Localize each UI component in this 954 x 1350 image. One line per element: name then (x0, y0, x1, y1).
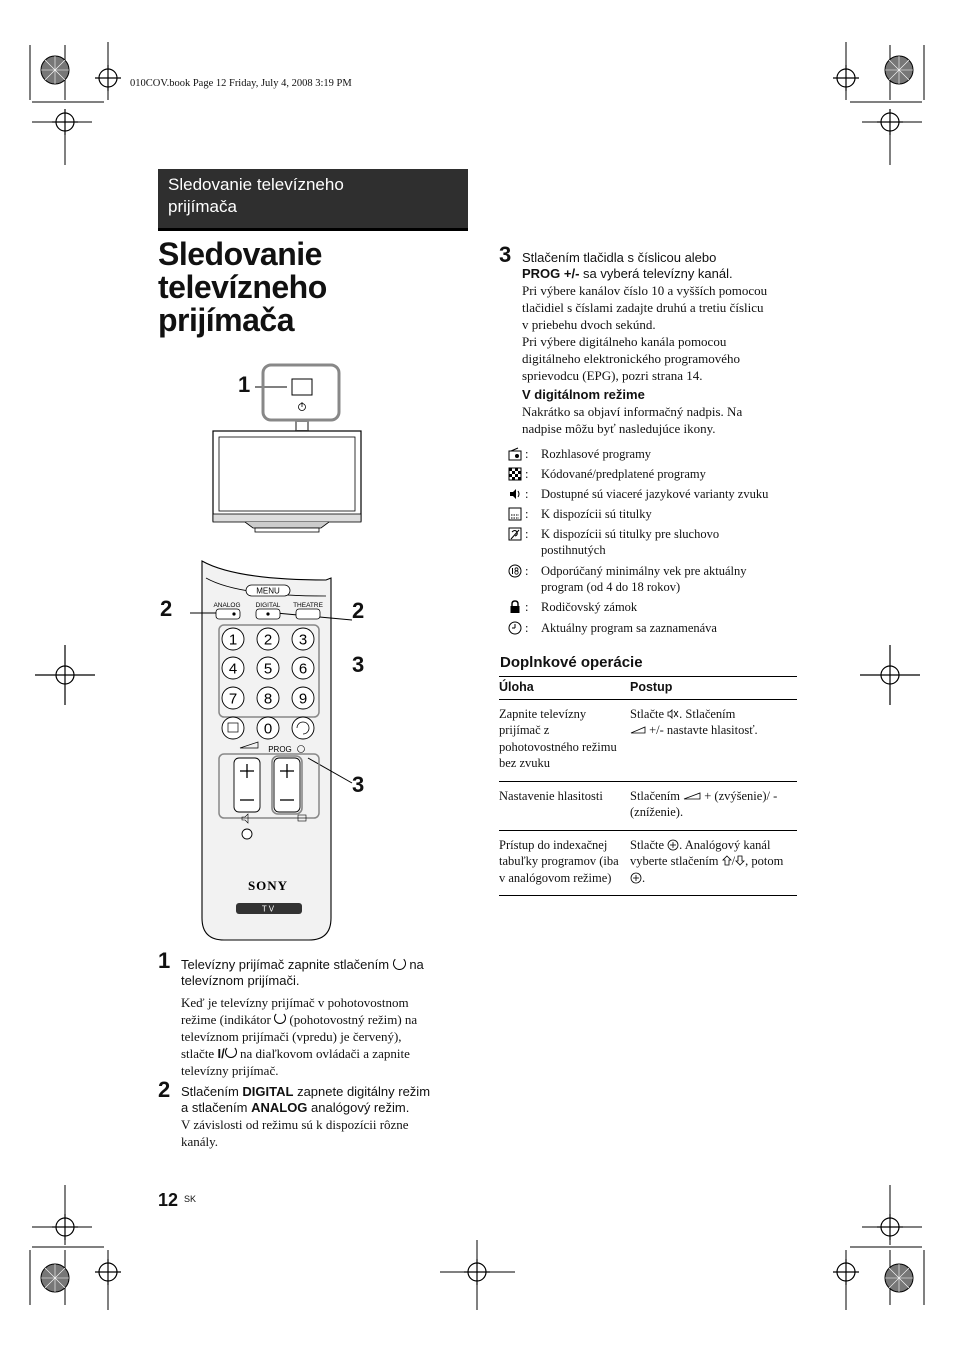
ops-r3-task: Prístup do indexačnej tabuľky programov (iba v analógovom režime) (499, 830, 630, 896)
step-2-analog: ANALOG (251, 1100, 308, 1115)
step-3-body-2 (522, 403, 802, 437)
remote-theatre-label: THEATRE (293, 602, 323, 609)
step-1-head (181, 956, 471, 989)
step-3-body-line6: sprievodcu (EPG), pozri strana 14. (522, 368, 703, 383)
icon-row-audio-text: Dostupné sú viaceré jazykové varianty zvuku (541, 487, 769, 501)
remote-digit-9: 9 (298, 690, 308, 708)
step-3-body-line2: tlačidiel s číslami zadajte druhú a tretiu číslicu (522, 300, 764, 315)
ops-r3-proc-e: . (642, 870, 646, 885)
icon-row-lock-text: Rodičovský zámok (541, 600, 638, 614)
section-bar-line2: prijímača (168, 197, 237, 216)
ops-r3-proc-d: , potom (745, 854, 784, 868)
ops-r2-proc (630, 781, 797, 830)
age-18-icon (508, 564, 522, 578)
step-1-head-b: na (405, 957, 424, 972)
icon-row-age-text: Odporúčaný minimálny vek pre aktuálny program (od 4 do 18 rokov) (541, 564, 747, 594)
ops-header-row (499, 677, 797, 700)
ops-r1-proc-a: Stlačte (630, 706, 668, 721)
step-1-body-line4b: na diaľkovom ovládači a zapnite (236, 1046, 410, 1061)
remote-callout-2-left: 2 (160, 596, 173, 621)
remote-tv-label: TV (261, 904, 277, 914)
step-1 (181, 956, 471, 1079)
section-bar (158, 169, 468, 230)
power-icon-small (225, 1046, 237, 1058)
ops-table (499, 676, 797, 896)
scrambled-icon (508, 467, 522, 481)
step-2-digital: DIGITAL (242, 1084, 294, 1099)
icon-row-age-colon: : (525, 564, 529, 578)
icon-row-scrambled-text: Kódované/predplatené programy (541, 467, 706, 481)
step-3-body (522, 282, 802, 384)
step-2-number: 2 (158, 1077, 171, 1102)
clock-icon (508, 621, 522, 635)
step-2-body-line2: kanály. (181, 1134, 219, 1149)
ops-col-procedure: Postup (630, 677, 797, 700)
subtitle-icon (508, 507, 522, 521)
step-2-body-line1: V závislosti od režimu sú k dispozícii rôzne (181, 1117, 409, 1132)
section-bar-line1: Sledovanie televízneho (168, 175, 344, 194)
book-header: 010COV.book Page 12 Friday, July 4, 2008 3:19 PM (130, 78, 352, 89)
icon-row-subtitle-text: K dispozícii sú titulky (541, 507, 652, 521)
page-title (158, 238, 448, 337)
remote-prog-label: PROG (268, 745, 292, 754)
icon-row-audio-colon: : (525, 487, 529, 501)
page-number: 12 (158, 1190, 179, 1210)
remote-digit-4: 4 (228, 660, 238, 678)
step-3-head-2b: sa vyberá televízny kanál. (579, 266, 733, 281)
ops-col-task: Úloha (499, 677, 630, 700)
remote-digit-0: 0 (263, 720, 273, 738)
step-3-prog: PROG +/- (522, 266, 580, 281)
ops-r3-proc-b: . Analógový kanál vyberte stlačením (630, 837, 771, 868)
volume-icon (630, 726, 646, 734)
remote-digit-7: 7 (228, 690, 238, 708)
ops-r3-proc (630, 830, 797, 896)
step-2-head-2c: analógový režim. (307, 1100, 410, 1115)
step-3-head (522, 250, 802, 282)
page-title-line1: Sledovanie (158, 236, 322, 272)
step-1-body-line2a: režime (indikátor (181, 1012, 275, 1027)
audio-language-icon (508, 487, 522, 501)
remote-digit-8: 8 (263, 690, 273, 708)
mute-icon (667, 709, 679, 719)
ops-r3-proc-a: Stlačte (630, 837, 668, 852)
tv-callout-1: 1 (238, 372, 251, 397)
step-2-head (181, 1084, 471, 1116)
power-icon (393, 957, 406, 970)
remote-callout-3-mid: 3 (352, 652, 365, 677)
step-1-body-line2b: (pohotovostný režim) na (286, 1012, 418, 1027)
icon-row-scrambled-colon: : (525, 467, 529, 481)
remote-callout-2-right: 2 (352, 598, 365, 623)
ok-button-icon (667, 839, 679, 851)
ops-r2-task: Nastavenie hlasitosti (499, 781, 630, 830)
step-1-body-line4a: stlačte (181, 1046, 218, 1061)
step-1-number: 1 (158, 948, 171, 973)
step-1-body-line5: televízny prijímač. (181, 1063, 279, 1078)
table-row (499, 699, 797, 781)
remote-illustration (176, 558, 352, 950)
lock-icon (508, 600, 522, 614)
section-rule (158, 228, 468, 231)
step-2-head-1a: Stlačením (181, 1084, 243, 1099)
radio-icon (508, 447, 522, 461)
ops-r1-proc-c: +/- nastavte hlasitosť. (646, 723, 758, 737)
step-1-body-line3: televíznom prijímači (vpredu) je červený), (181, 1029, 402, 1044)
remote-digital-label: DIGITAL (255, 602, 281, 609)
table-row (499, 830, 797, 896)
page-title-line2: televízneho (158, 269, 327, 305)
step-3-body-line7: Nakrátko sa objaví informačný nadpis. Na (522, 404, 743, 419)
ops-r1-proc (630, 699, 797, 781)
ops-r1-proc-b: . Stlačením (679, 706, 736, 721)
step-2 (181, 1084, 471, 1150)
icon-row-hearing-colon: : (525, 527, 529, 541)
step-3-body-line1: Pri výbere kanálov číslo 10 a vyšších pomocou (522, 283, 768, 298)
step-3-body-line3: v priebehu dvoch sekúnd. (522, 317, 656, 332)
step-1-body (181, 994, 471, 1079)
remote-analog-label: ANALOG (213, 602, 241, 609)
step-1-body-line1: Keď je televízny prijímač v pohotovostnom (181, 995, 409, 1010)
remote-digit-2: 2 (263, 631, 273, 649)
ops-r2-proc-b: + (zvýšenie)/ - (zníženie). (630, 788, 778, 819)
step-3 (522, 250, 802, 437)
standby-icon (274, 1012, 286, 1024)
ok-button-icon (630, 872, 642, 884)
remote-digit-6: 6 (298, 660, 308, 678)
remote-brand-label: SONY (247, 878, 289, 893)
table-row (499, 781, 797, 830)
up-arrow-icon (722, 855, 732, 866)
ops-r3-proc-c: / (731, 854, 736, 868)
ops-title: Doplnkové operácie (500, 654, 643, 671)
icon-row-radio-colon: : (525, 447, 529, 461)
icon-row-clock-colon: : (525, 621, 529, 635)
step-1-body-line2 (181, 1011, 471, 1028)
remote-digit-3: 3 (298, 631, 308, 649)
ops-r2-proc-a: Stlačením (630, 788, 684, 803)
page-title-line3: prijímača (158, 302, 295, 338)
step-3-subhead: V digitálnom režime (522, 387, 645, 402)
step-2-head-1c: zapnete digitálny režim (293, 1084, 431, 1099)
remote-digit-1: 1 (228, 631, 238, 649)
ops-r1-task: Zapnite televízny prijímač z pohotovostného režimu bez zvuku (499, 699, 630, 781)
power-toggle-icon: I/ (217, 1046, 225, 1061)
icon-row-radio-text: Rozhlasové programy (541, 447, 652, 461)
volume-icon (683, 792, 701, 800)
step-3-body-line8: nadpise môžu byť nasledujúce ikony. (522, 421, 716, 436)
step-3-head-1: Stlačením tlačidla s číslicou alebo (522, 250, 717, 265)
page-language: SK (184, 1194, 197, 1204)
step-2-body (181, 1116, 471, 1150)
step-1-head-c: televíznom prijímači. (181, 973, 300, 988)
icon-row-subtitle-colon: : (525, 507, 529, 521)
step-1-body-line4 (181, 1045, 471, 1062)
icon-row-lock-colon: : (525, 600, 529, 614)
step-1-head-a: Televízny prijímač zapnite stlačením (181, 957, 393, 972)
step-3-number: 3 (499, 242, 512, 267)
hearing-impaired-icon (508, 527, 522, 541)
tv-illustration (205, 362, 370, 537)
remote-digit-5: 5 (263, 660, 273, 678)
remote-callout-3-low: 3 (352, 772, 365, 797)
remote-menu-label: MENU (256, 586, 280, 596)
icon-row-clock-text: Aktuálny program sa zaznamenáva (541, 621, 717, 635)
step-3-body-line4: Pri výbere digitálneho kanála pomocou (522, 334, 727, 349)
step-2-head-2a: a stlačením (181, 1100, 252, 1115)
icon-row-hearing-text: K dispozícii sú titulky pre sluchovo postihnutých (541, 527, 720, 557)
step-3-body-line5: digitálneho elektronického programového (522, 351, 741, 366)
down-arrow-icon (735, 855, 745, 866)
